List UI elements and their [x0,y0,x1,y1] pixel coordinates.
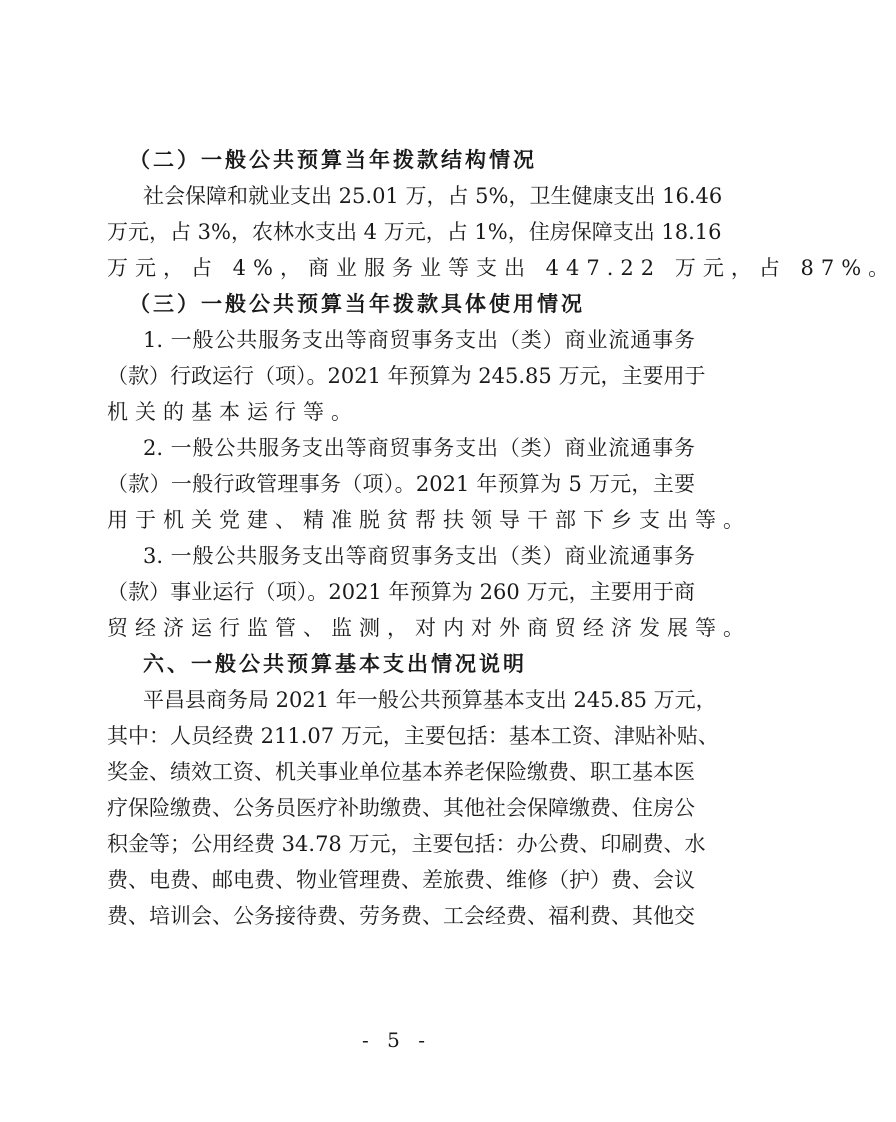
paragraph-line: 积金等；公用经费 34.78 万元，主要包括：办公费、印刷费、水 [107,832,706,856]
section-heading: （二）一般公共预算当年拨款结构情况 [129,148,537,172]
paragraph-line: 用于机关党建、精准脱贫帮扶领导干部下乡支出等。 [107,508,751,532]
paragraph-line: 1. 一般公共服务支出等商贸事务支出（类）商业流通事务 [143,328,695,352]
paragraph-line: （款）事业运行（项）。2021 年预算为 260 万元，主要用于商 [107,580,695,604]
paragraph-line: 万元，占 4%，商业服务业等支出 447.22 万元，占 87%。 [107,256,896,280]
paragraph-line: 疗保险缴费、公务员医疗补助缴费、其他社会保障缴费、住房公 [107,796,695,820]
paragraph-line: 万元，占 3%，农林水支出 4 万元，占 1%，住房保障支出 18.16 [107,220,722,244]
paragraph-line: 其中：人员经费 211.07 万元，主要包括：基本工资、津贴补贴、 [107,724,719,748]
paragraph-line: 机关的基本运行等。 [107,400,359,424]
paragraph-line: 奖金、绩效工资、机关事业单位基本养老保险缴费、职工基本医 [107,760,695,784]
paragraph-line: 3. 一般公共服务支出等商贸事务支出（类）商业流通事务 [143,544,695,568]
paragraph-line: 费、电费、邮电费、物业管理费、差旅费、维修（护）费、会议 [107,868,695,892]
document-body [107,142,896,934]
section-heading: 六、一般公共预算基本支出情况说明 [143,652,527,676]
paragraph-line: （款）一般行政管理事务（项）。2021 年预算为 5 万元，主要 [107,472,695,496]
paragraph-line: （款）行政运行（项）。2021 年预算为 245.85 万元，主要用于 [107,364,706,388]
page-number: - 5 - [362,1028,431,1052]
section-heading: （三）一般公共预算当年拨款具体使用情况 [129,292,585,316]
paragraph-line: 贸经济运行监管、监测，对内对外商贸经济发展等。 [107,616,751,640]
paragraph-line: 费、培训会、公务接待费、劳务费、工会经费、福利费、其他交 [107,904,695,928]
paragraph-line: 平昌县商务局 2021 年一般公共预算基本支出 245.85 万元， [143,688,717,712]
paragraph-line: 2. 一般公共服务支出等商贸事务支出（类）商业流通事务 [143,436,695,460]
paragraph-line: 社会保障和就业支出 25.01 万，占 5%，卫生健康支出 16.46 [143,184,723,208]
